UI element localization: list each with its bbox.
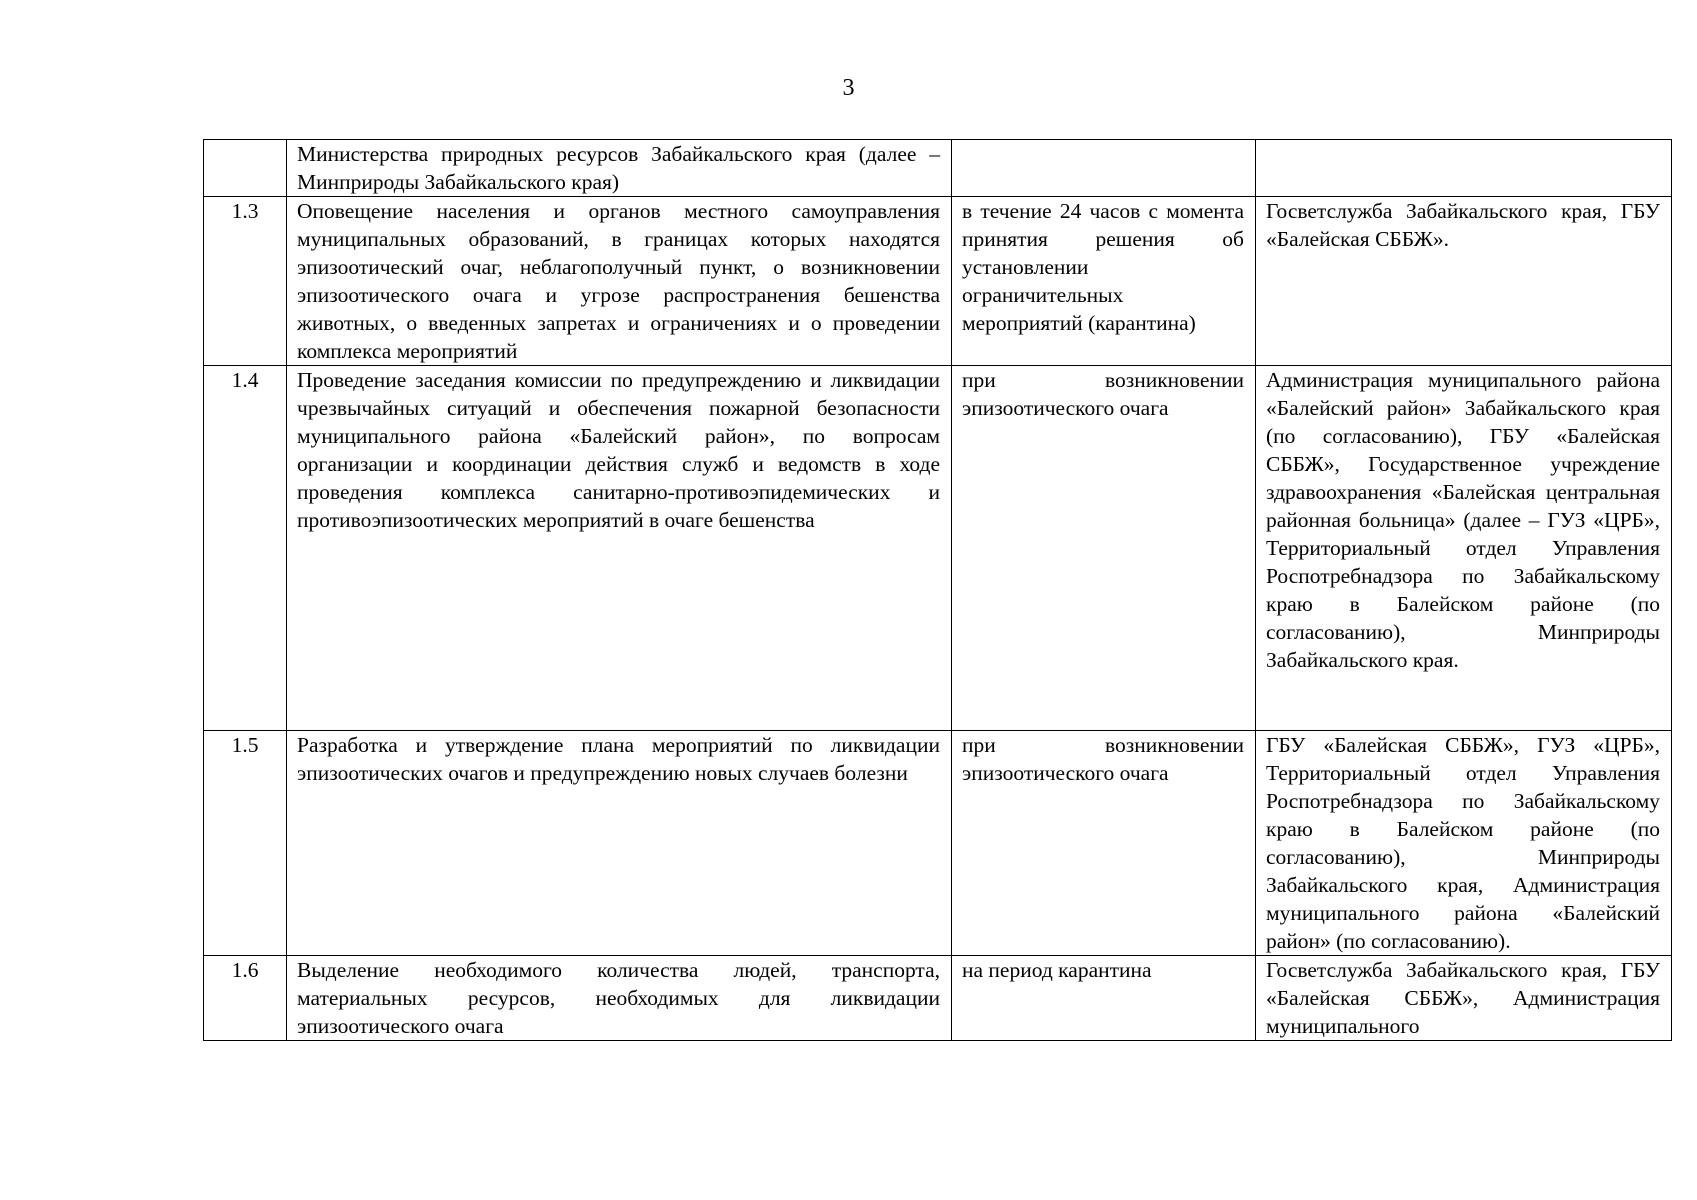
activity-cell: Разработка и утверждение плана мероприятий по ликвидации эпизоотических очагов и предупреждению новых случаев болезни — [287, 731, 952, 956]
row-number: 1.6 — [204, 956, 287, 1041]
activity-cell: Проведение заседания комиссии по предупреждению и ликвидации чрезвычайных ситуаций и обеспечения пожарной безопасности муниципального района «Балейский район», по вопросам организации и координации действия служб и ведомств в ходе проведения комплекса санитарно-противоэпидемических и противоэпизоотических мероприятий в очаге бешенства — [287, 366, 952, 731]
responsible-cell: ГБУ «Балейская СББЖ», ГУЗ «ЦРБ», Территориальный отдел Управления Роспотребнадзора по Забайкальскому краю в Балейском районе (по согласованию), Минприроды Забайкальского края, Администрация муниципального района «Балейский район» (по согласованию). — [1256, 731, 1672, 956]
responsible-cell: Госветслужба Забайкальского края, ГБУ «Балейская СББЖ». — [1256, 197, 1672, 366]
table-row — [204, 140, 1672, 197]
row-number: 1.3 — [204, 197, 287, 366]
row-number: 1.5 — [204, 731, 287, 956]
table-row — [204, 366, 1672, 731]
term-cell — [952, 140, 1256, 197]
table-row — [204, 956, 1672, 1041]
page-number: 3 — [842, 75, 855, 101]
term-cell: на период карантина — [952, 956, 1256, 1041]
responsible-cell: Госветслужба Забайкальского края, ГБУ «Балейская СББЖ», Администрация муниципального — [1256, 956, 1672, 1041]
responsible-cell: Администрация муниципального района «Балейский район» Забайкальского края (по согласованию), ГБУ «Балейская СББЖ», Государственное учреждение здравоохранения «Балейская центральная районная больница» (далее – ГУЗ «ЦРБ», Территориальный отдел Управления Роспотребнадзора по Забайкальскому краю в Балейском районе (по согласованию), Минприроды Забайкальского края. — [1256, 366, 1672, 731]
table-row — [204, 197, 1672, 366]
measures-table — [203, 139, 1672, 1041]
activity-cell: Министерства природных ресурсов Забайкальского края (далее – Минприроды Забайкальского края) — [287, 140, 952, 197]
term-cell: в течение 24 часов с момента принятия решения об установлении ограничительных мероприятий (карантина) — [952, 197, 1256, 366]
term-cell: при возникновении эпизоотического очага — [952, 731, 1256, 956]
term-cell: при возникновении эпизоотического очага — [952, 366, 1256, 731]
activity-cell: Выделение необходимого количества людей, транспорта, материальных ресурсов, необходимых для ликвидации эпизоотического очага — [287, 956, 952, 1041]
row-number — [204, 140, 287, 197]
responsible-cell — [1256, 140, 1672, 197]
row-number: 1.4 — [204, 366, 287, 731]
activity-cell: Оповещение населения и органов местного самоуправления муниципальных образований, в границах которых находятся эпизоотический очаг, неблагополучный пункт, о возникновении эпизоотического очага и угрозе распространения бешенства животных, о введенных запретах и ограничениях и о проведении комплекса мероприятий — [287, 197, 952, 366]
table-row — [204, 731, 1672, 956]
